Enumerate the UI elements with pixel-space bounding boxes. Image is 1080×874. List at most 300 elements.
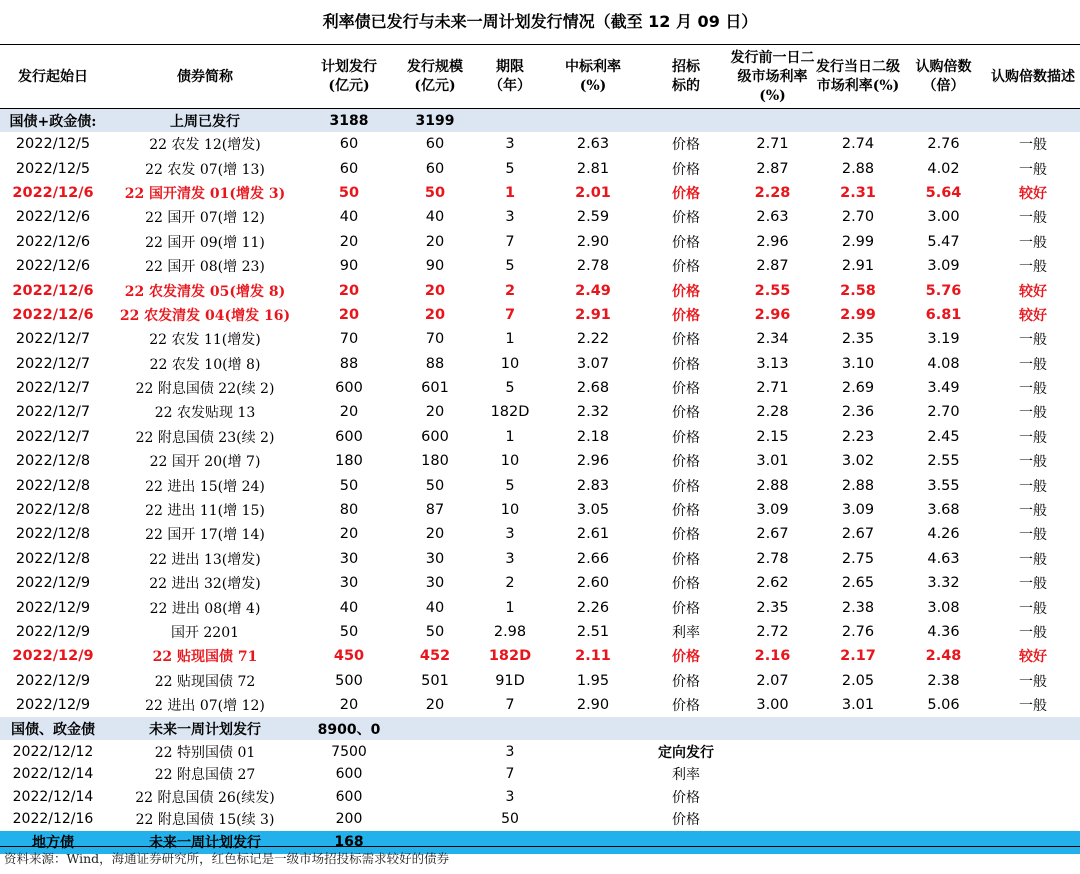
cell-name: 22 附息国债 22(续 2) xyxy=(135,381,275,398)
cell-issued: 20 xyxy=(425,697,445,714)
cell-multiple-desc: 一般 xyxy=(1019,527,1047,544)
future-row xyxy=(0,740,1080,763)
cell-target: 价格 xyxy=(672,210,700,227)
cell-multiple-desc: 一般 xyxy=(1019,429,1047,446)
cell-planned: 40 xyxy=(339,209,359,226)
cell-name: 22 农发 12(增发) xyxy=(149,137,261,154)
cell-prev-rate: 2.28 xyxy=(754,184,791,201)
cell-target: 价格 xyxy=(672,332,700,349)
empty-cell xyxy=(986,786,1080,809)
header-issued: 发行规模(亿元) xyxy=(407,59,463,94)
cell-target: 价格 xyxy=(672,649,700,666)
cell-date: 2022/12/6 xyxy=(12,282,94,299)
cell-issued: 20 xyxy=(425,404,445,421)
cell-term: 7 xyxy=(504,306,516,323)
cell-rate: 2.01 xyxy=(575,184,611,201)
cell-rate: 2.90 xyxy=(576,233,610,250)
header-multiple: 认购倍数（倍） xyxy=(915,59,972,94)
cell-term: 5 xyxy=(505,258,515,275)
cell-cur-rate: 2.88 xyxy=(841,477,875,494)
cell-term: 91D xyxy=(495,672,525,689)
cell-cur-rate: 2.75 xyxy=(841,550,875,567)
cell-prev-rate: 2.72 xyxy=(756,624,789,640)
cell-prev-rate: 2.35 xyxy=(756,599,789,616)
cell-target: 价格 xyxy=(672,503,700,520)
empty-cell xyxy=(901,831,986,854)
cell-multiple: 2.55 xyxy=(927,453,960,470)
cell-multiple: 3.68 xyxy=(927,502,960,519)
cell-rate: 2.60 xyxy=(576,575,610,592)
future-row xyxy=(0,763,1080,786)
cell-name: 22 进出 15(增 24) xyxy=(145,478,265,495)
cell-cur-rate: 2.99 xyxy=(841,233,875,250)
cell-planned: 600 xyxy=(335,788,363,805)
cell-target: 利率 xyxy=(672,625,700,641)
cell-date: 2022/12/7 xyxy=(15,404,91,421)
header-date: 发行起始日 xyxy=(18,68,88,85)
cell-multiple-desc: 一般 xyxy=(1019,381,1047,398)
cell-target: 价格 xyxy=(672,600,700,617)
cell-planned: 20 xyxy=(339,526,359,543)
cell-prev-rate: 2.87 xyxy=(756,258,789,275)
cell-issued: 20 xyxy=(425,526,445,543)
cell-multiple: 2.38 xyxy=(927,672,960,689)
cell-name: 22 贴现国债 72 xyxy=(154,673,256,690)
cell-target: 价格 xyxy=(672,356,700,373)
cell-prev-rate: 2.87 xyxy=(756,160,789,177)
cell-target: 价格 xyxy=(672,381,700,398)
cell-rate: 2.96 xyxy=(576,453,610,470)
cell-multiple-desc: 一般 xyxy=(1019,503,1047,520)
section-row-future xyxy=(0,717,1080,740)
cell-prev-rate: 2.78 xyxy=(756,550,789,567)
empty-cell xyxy=(901,808,986,831)
section-planned: 168 xyxy=(304,831,394,854)
cell-cur-rate: 2.38 xyxy=(841,599,875,616)
cell-name: 22 国开 08(增 23) xyxy=(145,259,265,276)
cell-planned: 7500 xyxy=(331,743,367,760)
cell-prev-rate: 2.15 xyxy=(756,428,789,445)
cell-planned: 50 xyxy=(339,477,359,494)
cell-multiple: 3.32 xyxy=(927,575,960,592)
cell-prev-rate: 3.01 xyxy=(756,453,789,470)
section-label: 国债+政金债: xyxy=(0,109,106,133)
cell-cur-rate: 2.88 xyxy=(841,160,875,177)
section-planned: 3188 xyxy=(304,109,394,133)
table-row xyxy=(0,303,1080,327)
table-row xyxy=(0,498,1080,522)
cell-multiple: 3.00 xyxy=(927,209,960,226)
empty-cell xyxy=(730,740,815,763)
cell-date: 2022/12/9 xyxy=(12,648,94,665)
cell-multiple: 3.19 xyxy=(927,331,960,348)
cell-planned: 180 xyxy=(335,453,363,470)
bottom-rule xyxy=(0,846,1080,847)
cell-planned: 90 xyxy=(339,258,359,275)
section-row-issued xyxy=(0,109,1080,133)
cell-date: 2022/12/16 xyxy=(12,811,94,828)
cell-planned: 600 xyxy=(335,380,363,397)
cell-name: 22 农发清发 05(增发 8) xyxy=(124,283,286,300)
empty-cell xyxy=(730,763,815,786)
empty-cell xyxy=(815,717,901,740)
table-row xyxy=(0,571,1080,595)
cell-date: 2022/12/9 xyxy=(15,624,91,640)
cell-name: 22 进出 07(增 12) xyxy=(145,698,265,715)
cell-rate: 2.59 xyxy=(576,209,610,226)
future-row xyxy=(0,808,1080,831)
cell-target: 价格 xyxy=(672,551,700,568)
cell-rate: 2.78 xyxy=(576,258,610,275)
empty-cell xyxy=(815,786,901,809)
cell-planned: 80 xyxy=(339,502,359,519)
cell-term: 2 xyxy=(505,575,515,592)
cell-term: 3 xyxy=(505,788,515,805)
cell-issued: 60 xyxy=(425,136,445,153)
cell-cur-rate: 2.05 xyxy=(841,672,875,689)
table-row xyxy=(0,595,1080,619)
cell-multiple: 3.49 xyxy=(927,380,960,397)
cell-date: 2022/12/14 xyxy=(12,788,94,805)
cell-name: 22 农发 07(增 13) xyxy=(145,161,265,178)
cell-target: 价格 xyxy=(672,405,700,422)
cell-multiple-desc: 一般 xyxy=(1019,673,1047,690)
cell-issued: 60 xyxy=(425,160,445,177)
cell-planned: 60 xyxy=(339,160,359,177)
cell-term: 7 xyxy=(505,233,515,250)
cell-date: 2022/12/5 xyxy=(15,160,91,177)
cell-name: 国开 2201 xyxy=(170,625,240,641)
empty-cell xyxy=(730,786,815,809)
cell-cur-rate: 2.91 xyxy=(841,258,875,275)
cell-rate: 2.61 xyxy=(576,526,610,543)
cell-rate: 2.26 xyxy=(576,599,610,616)
cell-cur-rate: 2.23 xyxy=(841,428,875,445)
cell-multiple-desc: 一般 xyxy=(1019,698,1047,715)
cell-multiple-desc: 一般 xyxy=(1019,356,1047,373)
table-row xyxy=(0,254,1080,278)
cell-issued: 90 xyxy=(425,258,445,275)
empty-cell xyxy=(986,763,1080,786)
top-rule xyxy=(0,44,1080,45)
cell-rate: 2.91 xyxy=(575,306,611,323)
cell-rate: 2.51 xyxy=(576,624,610,640)
cell-multiple-desc: 一般 xyxy=(1019,625,1047,641)
cell-rate: 2.22 xyxy=(576,331,610,348)
cell-multiple-desc: 一般 xyxy=(1019,161,1047,178)
cell-rate: 3.05 xyxy=(576,502,610,519)
cell-rate: 2.49 xyxy=(575,282,611,299)
cell-issued: 50 xyxy=(424,184,446,201)
cell-issued: 20 xyxy=(424,306,446,323)
empty-cell xyxy=(815,740,901,763)
cell-target: 价格 xyxy=(672,527,700,544)
cell-multiple-desc: 一般 xyxy=(1019,259,1047,276)
cell-planned: 60 xyxy=(339,136,359,153)
table-row xyxy=(0,327,1080,351)
cell-name: 22 贴现国债 71 xyxy=(152,649,258,666)
cell-issued: 88 xyxy=(425,355,445,372)
cell-planned: 600 xyxy=(335,766,363,783)
empty-cell xyxy=(476,717,544,740)
cell-prev-rate: 2.67 xyxy=(756,526,789,543)
cell-target: 价格 xyxy=(672,137,700,154)
empty-cell xyxy=(544,808,642,831)
cell-multiple-desc: 一般 xyxy=(1019,478,1047,495)
cell-date: 2022/12/6 xyxy=(12,184,94,201)
cell-planned: 200 xyxy=(335,811,363,828)
cell-name: 22 进出 32(增发) xyxy=(149,576,261,593)
cell-target: 价格 xyxy=(672,307,700,324)
cell-term: 3 xyxy=(505,136,515,153)
cell-target: 价格 xyxy=(672,161,700,178)
table-row xyxy=(0,205,1080,229)
cell-date: 2022/12/6 xyxy=(15,209,91,226)
cell-planned: 50 xyxy=(339,624,359,640)
cell-issued: 50 xyxy=(425,624,445,640)
empty-cell xyxy=(730,808,815,831)
cell-prev-rate: 2.88 xyxy=(756,477,789,494)
cell-name: 22 国开 17(增 14) xyxy=(145,527,265,544)
cell-multiple: 4.08 xyxy=(927,355,960,372)
source-note: 资料来源：Wind，海通证券研究所，红色标记是一级市场招投标需求较好的债券 xyxy=(4,851,450,866)
header-prev-rate: 发行前一日二级市场利率(%) xyxy=(730,49,815,104)
cell-term: 182D xyxy=(488,648,532,665)
future-row xyxy=(0,786,1080,809)
cell-cur-rate: 2.69 xyxy=(841,380,875,397)
cell-planned: 20 xyxy=(339,233,359,250)
header-planned: 计划发行(亿元) xyxy=(321,59,377,94)
table-row xyxy=(0,693,1080,717)
cell-cur-rate: 2.31 xyxy=(840,184,876,201)
cell-rate: 2.68 xyxy=(576,380,610,397)
cell-prev-rate: 2.55 xyxy=(754,282,791,299)
cell-multiple: 4.63 xyxy=(927,550,960,567)
cell-issued: 600 xyxy=(421,428,449,445)
empty-cell xyxy=(986,808,1080,831)
cell-cur-rate: 2.76 xyxy=(841,624,875,640)
cell-multiple: 2.45 xyxy=(927,428,960,445)
cell-date: 2022/12/9 xyxy=(15,672,91,689)
cell-planned: 600 xyxy=(335,428,363,445)
header-multiple-desc: 认购倍数描述 xyxy=(991,68,1075,85)
table-row xyxy=(0,449,1080,473)
header-name: 债券简称 xyxy=(177,68,233,85)
cell-multiple-desc: 一般 xyxy=(1019,210,1047,227)
cell-rate: 2.11 xyxy=(575,648,611,665)
section-sublabel: 未来一周计划发行 xyxy=(106,717,304,740)
cell-target: 价格 xyxy=(672,234,700,251)
cell-target: 价格 xyxy=(672,283,700,300)
empty-cell xyxy=(544,786,642,809)
table-row xyxy=(0,620,1080,644)
cell-issued: 40 xyxy=(425,599,445,616)
cell-multiple-desc: 一般 xyxy=(1019,454,1047,471)
empty-cell xyxy=(901,786,986,809)
cell-issued: 452 xyxy=(419,648,451,665)
cell-issued: 601 xyxy=(421,380,449,397)
cell-cur-rate: 2.17 xyxy=(840,648,876,665)
cell-date: 2022/12/8 xyxy=(15,453,91,470)
cell-cur-rate: 2.35 xyxy=(841,331,875,348)
cell-planned: 88 xyxy=(339,355,359,372)
cell-planned: 20 xyxy=(338,282,360,299)
cell-name: 22 进出 11(增 15) xyxy=(145,503,265,520)
cell-term: 5 xyxy=(505,380,515,397)
cell-cur-rate: 3.09 xyxy=(841,502,875,519)
cell-rate: 3.07 xyxy=(576,355,610,372)
cell-date: 2022/12/5 xyxy=(15,136,91,153)
cell-multiple: 2.48 xyxy=(925,648,962,665)
cell-name: 22 附息国债 26(续发) xyxy=(135,789,275,806)
cell-term: 182D xyxy=(490,404,530,421)
empty-cell xyxy=(642,831,730,854)
cell-name: 22 特别国债 01 xyxy=(154,744,256,761)
cell-rate: 2.83 xyxy=(576,477,610,494)
cell-target: 价格 xyxy=(672,789,700,806)
table-row xyxy=(0,473,1080,497)
cell-cur-rate: 2.65 xyxy=(841,575,875,592)
cell-name: 22 进出 08(增 4) xyxy=(149,600,261,617)
empty-cell xyxy=(476,831,544,854)
cell-term: 1 xyxy=(505,599,515,616)
cell-planned: 20 xyxy=(339,404,359,421)
empty-cell xyxy=(815,831,901,854)
table-row xyxy=(0,522,1080,546)
table-row xyxy=(0,156,1080,180)
cell-date: 2022/12/8 xyxy=(15,526,91,543)
cell-term: 2.98 xyxy=(493,624,527,640)
cell-target: 价格 xyxy=(672,576,700,593)
cell-name: 22 附息国债 15(续 3) xyxy=(135,812,275,829)
cell-term: 1 xyxy=(505,428,515,445)
cell-date: 2022/12/9 xyxy=(15,599,91,616)
empty-cell xyxy=(730,831,815,854)
cell-target: 利率 xyxy=(672,767,700,784)
cell-issued: 50 xyxy=(425,477,445,494)
cell-prev-rate: 2.16 xyxy=(754,648,791,665)
cell-planned: 70 xyxy=(339,331,359,348)
empty-cell xyxy=(544,831,642,854)
cell-cur-rate: 2.36 xyxy=(841,404,875,421)
empty-cell xyxy=(394,808,476,831)
cell-multiple: 4.02 xyxy=(927,160,960,177)
empty-cell xyxy=(544,763,642,786)
cell-date: 2022/12/7 xyxy=(15,428,91,445)
cell-date: 2022/12/7 xyxy=(15,331,91,348)
cell-rate: 2.81 xyxy=(576,160,610,177)
cell-term: 3 xyxy=(505,526,515,543)
cell-target: 价格 xyxy=(672,478,700,495)
cell-issued: 30 xyxy=(425,550,445,567)
cell-issued: 30 xyxy=(425,575,445,592)
cell-cur-rate: 3.02 xyxy=(841,453,875,470)
cell-planned: 50 xyxy=(338,184,360,201)
table-row xyxy=(0,547,1080,571)
empty-cell xyxy=(394,717,476,740)
cell-target: 价格 xyxy=(672,812,700,829)
cell-multiple-desc: 较好 xyxy=(1019,283,1047,300)
cell-name: 22 附息国债 27 xyxy=(154,767,256,784)
cell-cur-rate: 2.99 xyxy=(840,306,876,323)
cell-term: 5 xyxy=(505,160,515,177)
table-row xyxy=(0,400,1080,424)
cell-date: 2022/12/12 xyxy=(12,743,94,760)
cell-term: 3 xyxy=(505,550,515,567)
cell-multiple: 4.36 xyxy=(927,624,960,640)
table-row xyxy=(0,230,1080,254)
cell-multiple-desc: 一般 xyxy=(1019,600,1047,617)
cell-date: 2022/12/8 xyxy=(15,477,91,494)
cell-term: 10 xyxy=(500,453,520,470)
cell-rate: 2.90 xyxy=(576,697,610,714)
empty-cell xyxy=(815,808,901,831)
cell-rate: 2.63 xyxy=(576,136,610,153)
table-row xyxy=(0,278,1080,302)
cell-date: 2022/12/7 xyxy=(15,355,91,372)
cell-term: 1 xyxy=(505,331,515,348)
cell-planned: 30 xyxy=(339,550,359,567)
cell-name: 22 国开 20(增 7) xyxy=(149,454,261,471)
cell-date: 2022/12/8 xyxy=(15,502,91,519)
cell-date: 2022/12/14 xyxy=(12,766,94,783)
cell-planned: 450 xyxy=(333,648,365,665)
table-row xyxy=(0,669,1080,693)
table-title: 利率债已发行与未来一周计划发行情况（截至 12 月 09 日） xyxy=(322,12,758,31)
cell-term: 50 xyxy=(501,811,519,828)
cell-rate: 2.18 xyxy=(576,428,610,445)
cell-issued: 20 xyxy=(424,282,446,299)
cell-name: 22 国开 09(增 11) xyxy=(145,234,265,251)
cell-rate: 1.95 xyxy=(576,672,610,689)
section-planned: 8900、0 xyxy=(304,717,394,740)
cell-planned: 500 xyxy=(335,672,363,689)
cell-planned: 40 xyxy=(339,599,359,616)
empty-cell xyxy=(642,717,730,740)
cell-target: 价格 xyxy=(672,429,700,446)
cell-issued: 87 xyxy=(425,502,445,519)
cell-term: 10 xyxy=(500,355,520,372)
cell-prev-rate: 2.63 xyxy=(756,209,789,226)
cell-prev-rate: 2.71 xyxy=(756,136,789,153)
cell-name: 22 农发清发 04(增发 16) xyxy=(119,307,291,324)
cell-issued: 180 xyxy=(421,453,449,470)
cell-term: 1 xyxy=(504,184,516,201)
cell-multiple: 5.06 xyxy=(927,697,960,714)
header-rate: 中标利率(%) xyxy=(565,59,621,94)
header-row xyxy=(0,46,1080,109)
cell-multiple-desc: 较好 xyxy=(1019,649,1047,666)
empty-cell xyxy=(544,740,642,763)
cell-target: 价格 xyxy=(672,454,700,471)
cell-multiple-desc: 一般 xyxy=(1019,234,1047,251)
cell-planned: 20 xyxy=(338,306,360,323)
cell-multiple-desc: 一般 xyxy=(1019,576,1047,593)
table-row xyxy=(0,376,1080,400)
cell-prev-rate: 2.07 xyxy=(756,672,789,689)
cell-target: 价格 xyxy=(672,259,700,276)
header-cur-rate: 发行当日二级市场利率(%) xyxy=(816,59,900,94)
cell-multiple: 3.55 xyxy=(927,477,960,494)
cell-multiple: 5.47 xyxy=(927,233,960,250)
section-sublabel: 上周已发行 xyxy=(106,109,304,133)
cell-date: 2022/12/6 xyxy=(15,258,91,275)
issuance-table xyxy=(0,46,1080,854)
cell-planned: 20 xyxy=(339,697,359,714)
cell-term: 7 xyxy=(505,697,515,714)
cell-issued: 40 xyxy=(425,209,445,226)
cell-date: 2022/12/8 xyxy=(15,550,91,567)
